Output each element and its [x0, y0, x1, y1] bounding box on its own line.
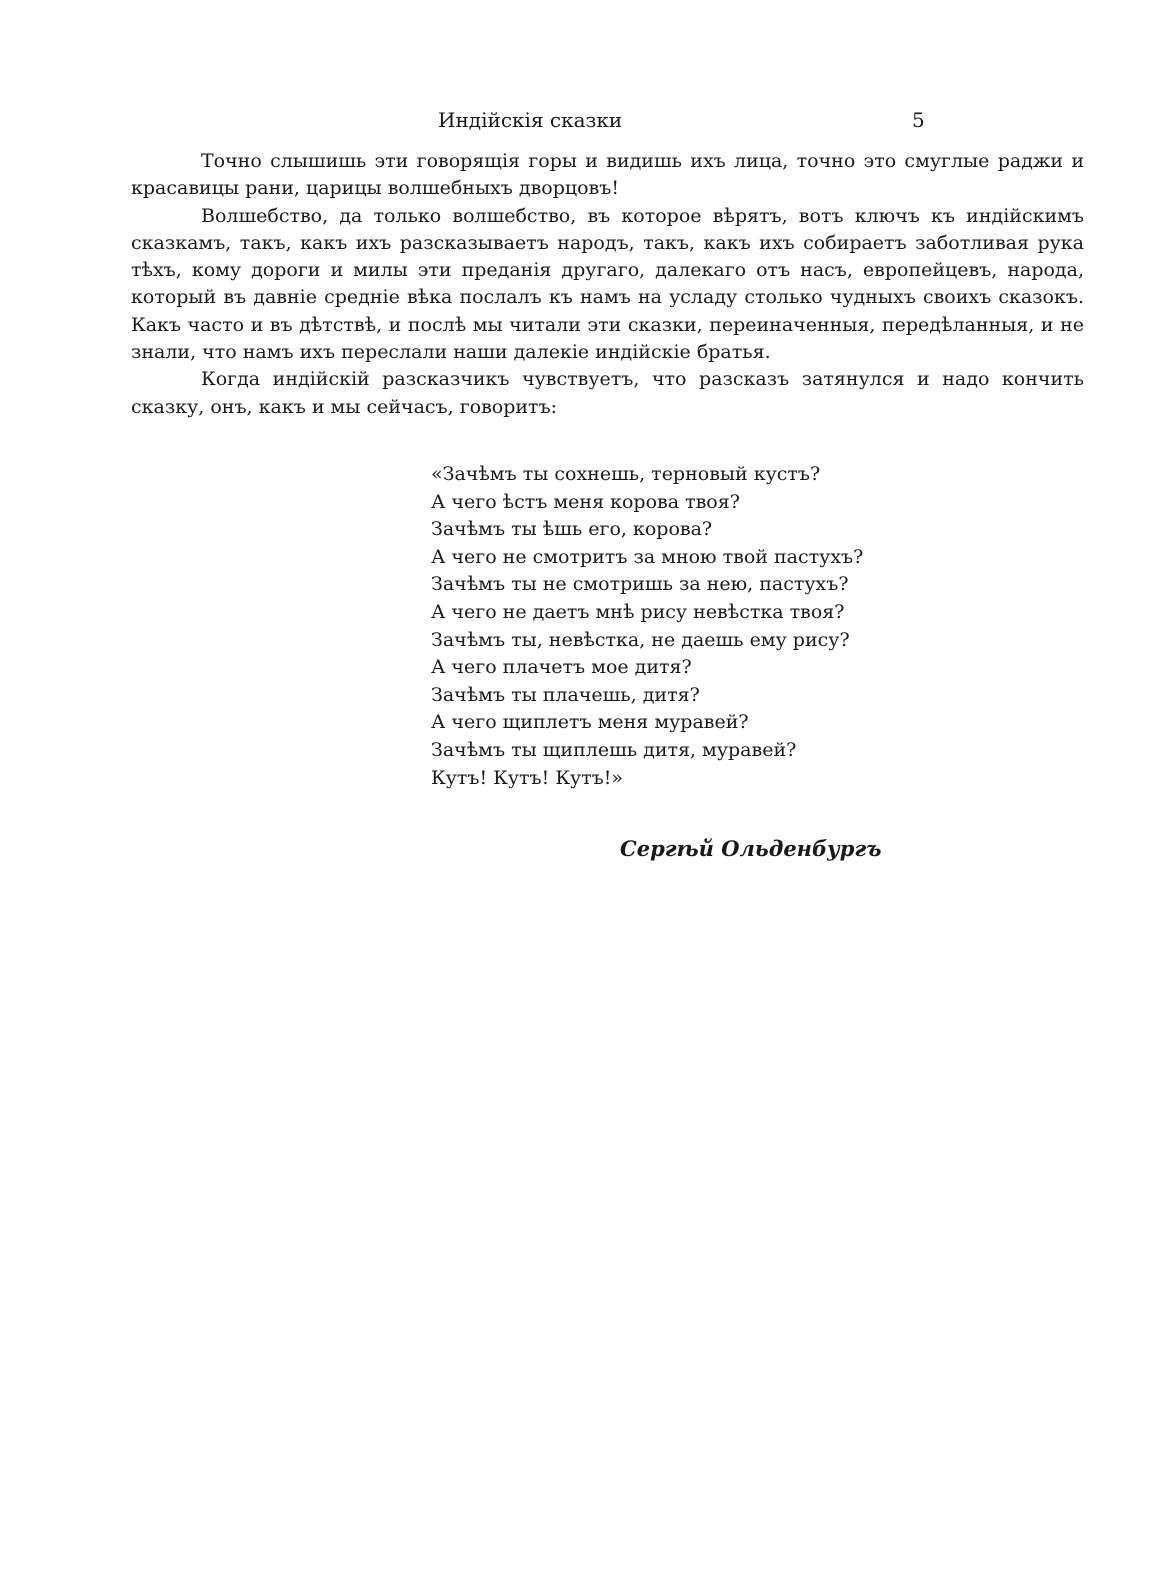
- poem-line: «Зачѣмъ ты сохнешь, терновый кустъ?: [431, 463, 821, 485]
- poem: [431, 461, 863, 792]
- poem-line: А чего не смотритъ за мною твой пастухъ?: [431, 545, 864, 568]
- poem-line: Зачѣмъ ты, невѣстка, не даешь ему рису?: [431, 628, 850, 651]
- running-title: Индійскія сказки: [438, 108, 623, 132]
- page-number: 5: [912, 108, 925, 132]
- paragraph: Точно слышишь эти говорящія горы и видишь ихъ лица, точно это смуглые раджи и красавицы рани, царицы волшебныхъ дворцовъ!: [131, 150, 1084, 200]
- poem-line: Зачѣмъ ты не смотришь за нею, пастухъ?: [431, 573, 849, 596]
- poem-line: А чего щиплетъ меня муравей?: [431, 711, 749, 734]
- poem-line: Зачѣмъ ты ѣшь его, корова?: [431, 518, 713, 541]
- poem-line: А чего не даетъ мнѣ рису невѣстка твоя?: [431, 600, 845, 623]
- paragraph: Волшебство, да только волшебство, въ которое вѣрятъ, вотъ ключъ къ индійскимъ сказкамъ, такъ, какъ ихъ разсказываетъ народъ, такъ, какъ ихъ собираетъ заботливая рука тѣхъ, кому дороги и милы эти преданія другаго, далекаго отъ насъ, европейцевъ, народа, который въ давніе средніе вѣка послалъ къ намъ на усладу столько чудныхъ своихъ сказокъ. Какъ часто и въ дѣтствѣ, и послѣ мы читали эти сказки, переиначенныя, передѣланныя, и не знали, что намъ ихъ переслали наши далекіе индійскіе братья.: [131, 204, 1084, 364]
- poem-line: А чего плачетъ мое дитя?: [431, 656, 692, 679]
- body-text: [131, 148, 1084, 421]
- poem-line: Кутъ! Кутъ! Кутъ!»: [431, 766, 624, 789]
- paragraph: Когда индійскій разсказчикъ чувствуетъ, что разсказъ затянулся и надо кончить сказку, онъ, какъ и мы сейчасъ, говоритъ:: [131, 368, 1084, 418]
- poem-line: Зачѣмъ ты щиплешь дитя, муравей?: [431, 738, 797, 761]
- poem-line: Зачѣмъ ты плачешь, дитя?: [431, 683, 700, 706]
- poem-line: А чего ѣстъ меня корова твоя?: [431, 490, 740, 513]
- author-signature: Сергѣй Ольденбургъ: [620, 836, 882, 861]
